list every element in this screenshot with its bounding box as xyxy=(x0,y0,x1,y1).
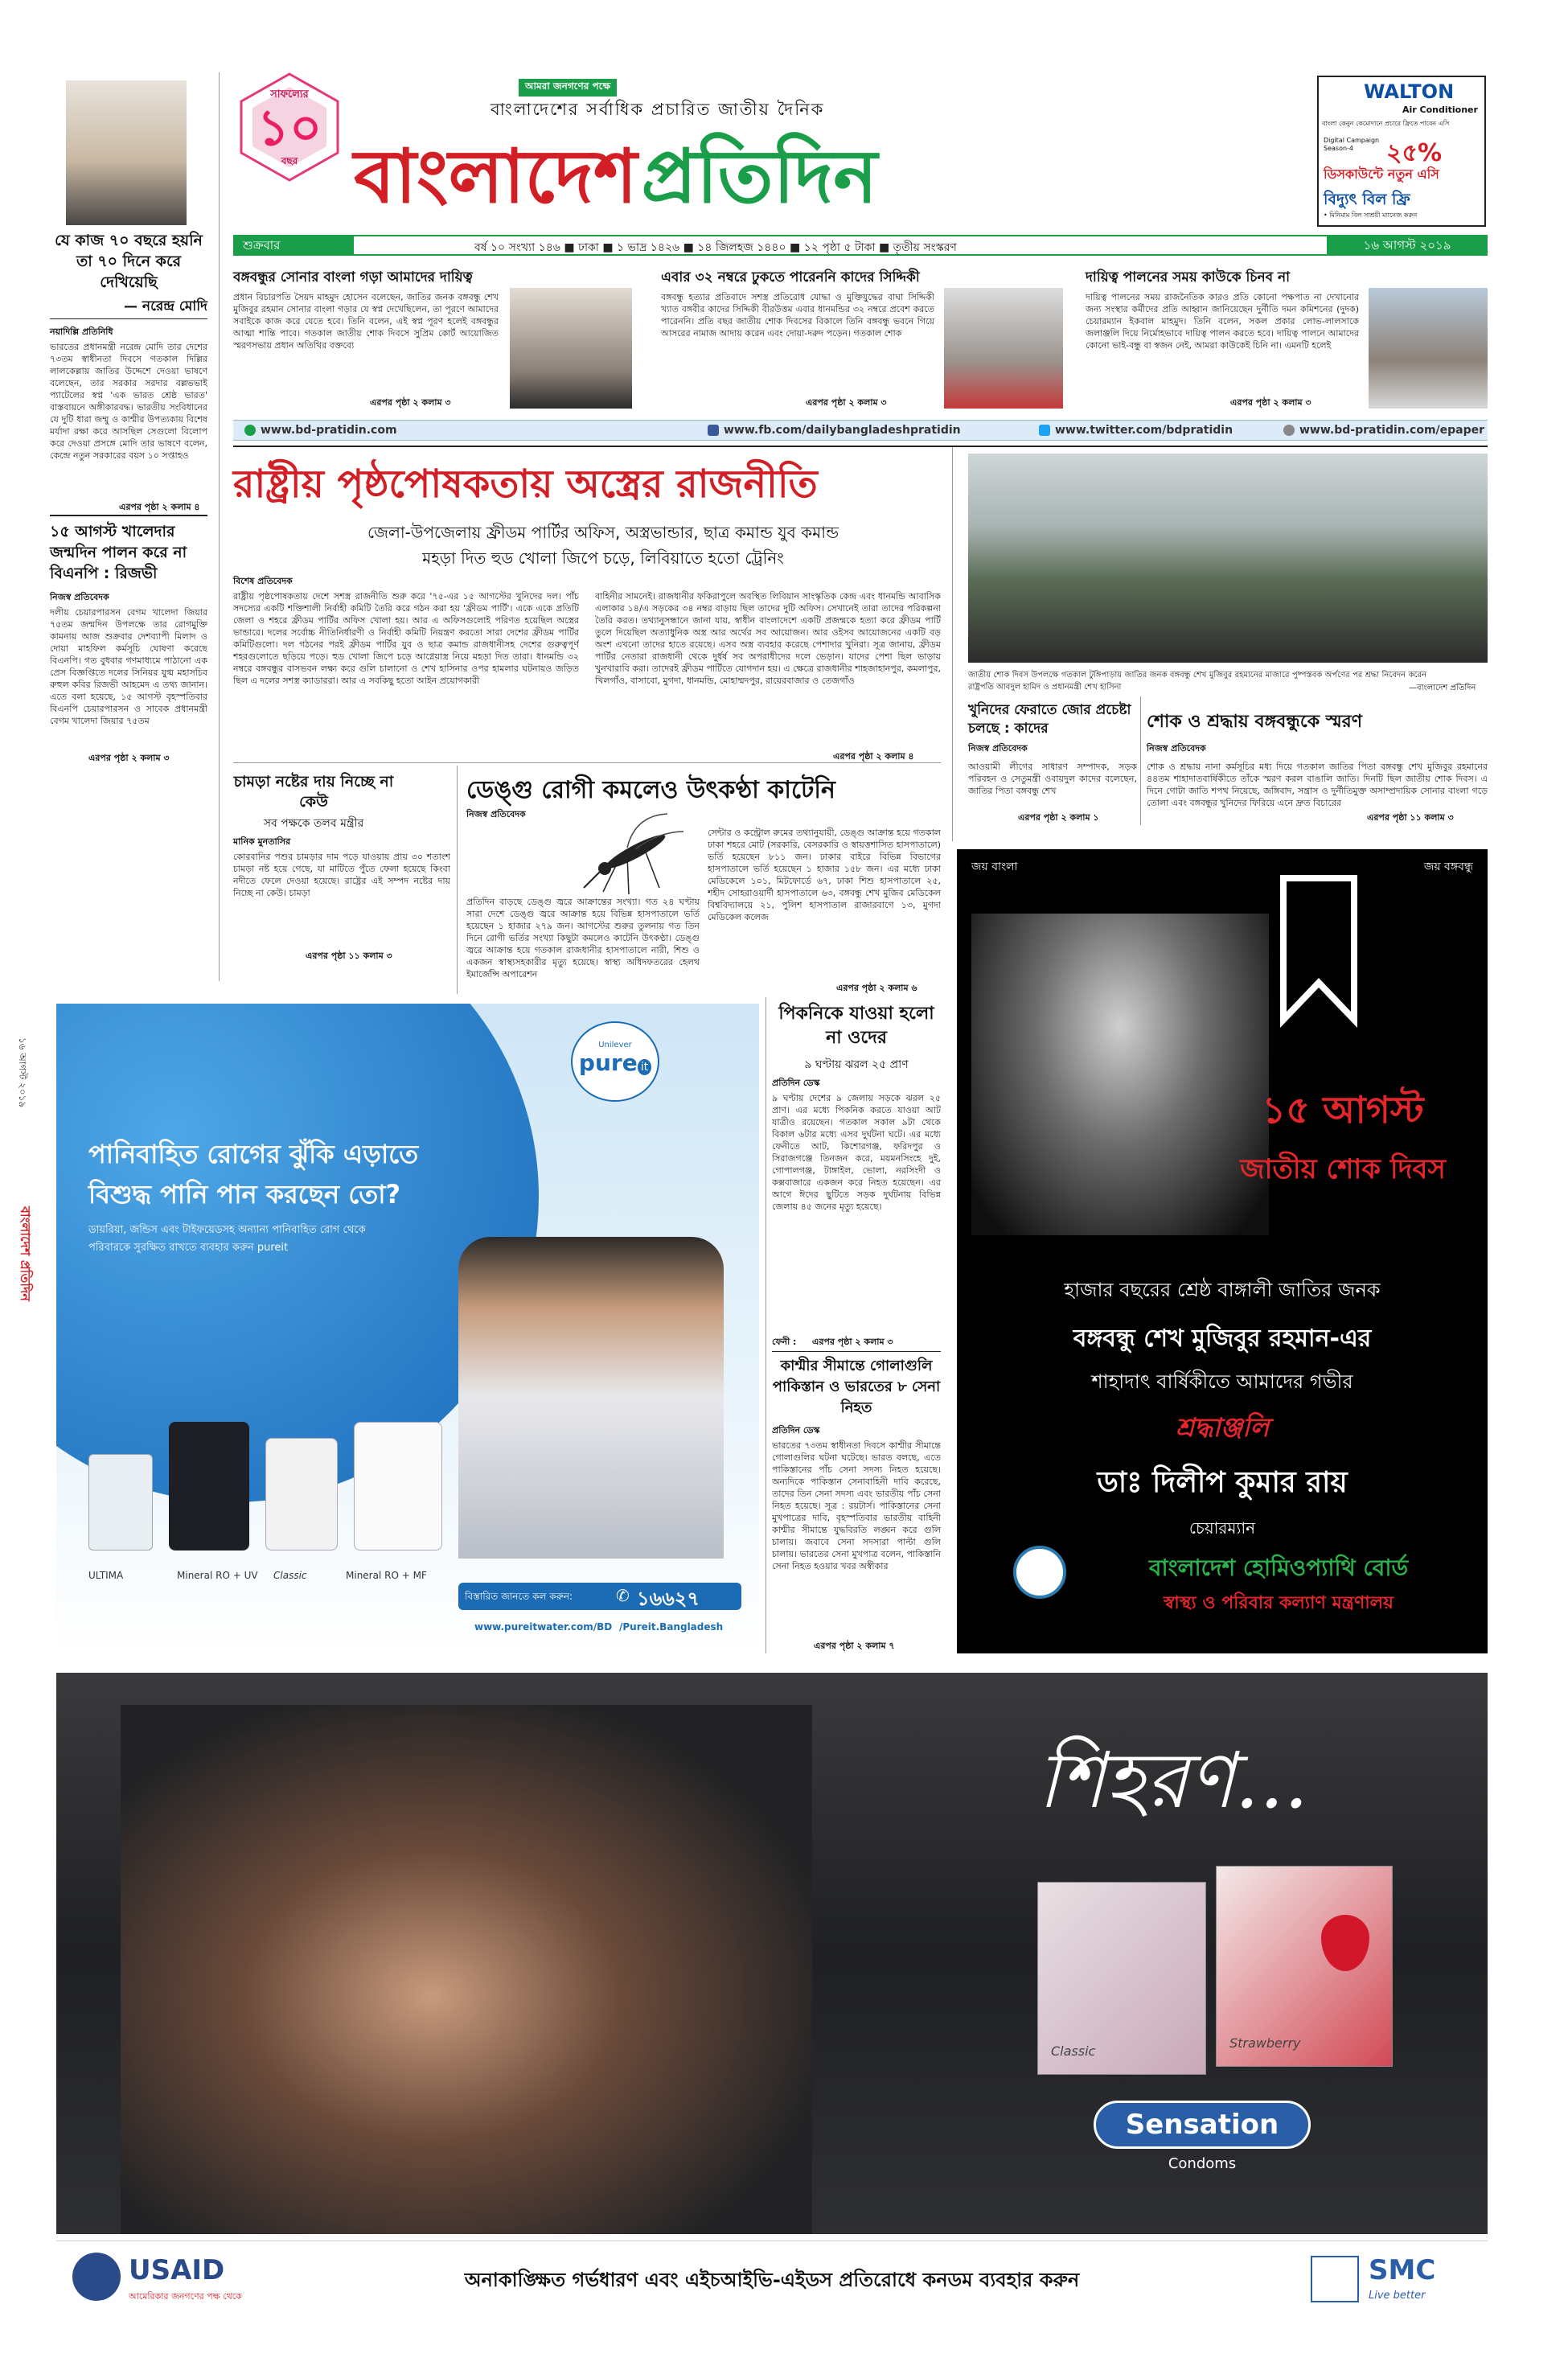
photo-credit: —বাংলাদেশ প্রতিদিন xyxy=(1409,684,1476,692)
mourning-day-title: জাতীয় শোক দিবস xyxy=(1240,1153,1446,1185)
couple-photo xyxy=(121,1705,812,2234)
top-story-3[interactable] xyxy=(1086,267,1488,412)
dengue-byline: নিজস্ব প্রতিবেদক xyxy=(466,809,526,819)
walton-product: Air Conditioner xyxy=(1402,105,1478,115)
kashmir-continued: এরপর পৃষ্ঠা ২ কলাম ৭ xyxy=(814,1641,895,1651)
top-story-3-headline: দায়িত্ব পালনের সময় কাউকে চিনব না xyxy=(1086,269,1291,285)
usaid-sub: আমেরিকার জনগণের পক্ষ থেকে xyxy=(129,2291,242,2302)
epaper-icon xyxy=(1283,425,1295,436)
phone-icon: ✆ xyxy=(616,1586,630,1605)
anniversary-bottom: বছর xyxy=(281,155,298,166)
dengue-body-col1: প্রতিদিন বাড়ছে ডেঙ্গু জ্বরে আক্রান্তের সংখ্যা। গত ২৪ ঘণ্টায় সারা দেশে ডেঙ্গু জ্বরে আক্রান্ত হয়ে বিভিন্ন হাসপাতালে ভর্তি হয়েছেন ১ হাজার ২৭৯ জন। আগস্টের শুরুর তুলনায় গত তিন দিনে রোগী ভর্তির সংখ্যা কিছুটা কমলেও কাটেনি উৎকণ্ঠা। ডেঙ্গু জ্বরে আক্রান্ত হয়ে গতকাল রাজধানীর হাসপাতালে নারী, শিশু ও একজন স্বাস্থ্যসহকারীর মৃত্যু হয়েছে। স্বাস্থ্য অধিদফতরের হেলথ ইমার্জেন্সি অপারেশন xyxy=(466,897,700,980)
top-story-1-body: প্রধান বিচারপতি সৈয়দ মাহমুদ হোসেন বলেছেন, জাতির জনক বঙ্গবন্ধু শেখ মুজিবুর রহমান সোনার বাংলা গড়ার যে স্বপ্ন দেখেছিলেন, তা পূরণে আমাদের সবাইকে কাজ করে যেতে হবে। তিনি বলেন, এই স্বপ্ন পূরণ হলেই বঙ্গবন্ধুর আত্মা শান্তি পাবে। গতকাল জাতীয় শোক দিবসে সুপ্রিম কোর্ট আয়োজিত স্মরণসভায় প্রধান অতিথির বক্তব্যে xyxy=(233,292,499,351)
sensation-footer xyxy=(56,2241,1488,2318)
top-story-3-continued: এরপর পৃষ্ঠা ২ কলাম ৩ xyxy=(1230,397,1311,408)
bnp-continued: এরপর পৃষ্ঠা ২ কলাম ৩ xyxy=(88,753,170,763)
top-story-2-body: বঙ্গবন্ধু হত্যার প্রতিবাদে সশস্ত্র প্রতিরোধ যোদ্ধা ও মুক্তিযুদ্ধের বাঘা সিদ্দিকী খ্যাত বঙ্গবীর কাদের সিদ্দিকী বীরউত্তম এবার ধানমন্ডির ৩২ নম্বরে প্রবেশ করতে পারেননি। প্রতি বছর জাতীয় শোক দিবসের বিকালে তিনি বঙ্গবন্ধু ভবনে গিয়ে আসরের নামাজ আদায় করেন এবং দোয়া-দরুদ পড়েন। গতকাল শোক xyxy=(661,292,934,339)
web-epaper[interactable]: www.bd-pratidin.com/epaper xyxy=(1283,424,1484,437)
web-site[interactable]: www.bd-pratidin.com xyxy=(244,424,397,437)
tungipara-photo xyxy=(968,454,1488,663)
top-story-2-headline: এবার ৩২ নম্বরে ঢুকতে পারেননি কাদের সিদ্দিকী xyxy=(661,269,920,285)
anniversary-num: ১০ xyxy=(257,98,322,157)
usaid-name: USAID xyxy=(129,2254,225,2286)
mourning-name: বঙ্গবন্ধু শেখ মুজিবুর রহমান-এর xyxy=(1073,1325,1372,1353)
pureit-brand: pure xyxy=(578,1049,638,1076)
walton-campaign: Digital Campaign Season-4 xyxy=(1324,137,1380,152)
top-story-2[interactable] xyxy=(661,267,1063,412)
pureit-headline-2: বিশুদ্ধ পানি পান করছেন তো? xyxy=(88,1179,401,1210)
top-story-1-headline: বঙ্গবন্ধুর সোনার বাংলা গড়া আমাদের দায়িত্ব xyxy=(233,269,473,285)
bnp-byline: নিজস্ব প্রতিবেদক xyxy=(50,592,109,602)
dateline-bar xyxy=(233,235,1488,256)
twitter-icon xyxy=(1039,425,1050,436)
iqbal-mahmud-photo xyxy=(1369,288,1488,409)
web-facebook[interactable]: www.fb.com/dailybangladeshpratidin xyxy=(708,424,961,437)
bnp-body: দলীয় চেয়ারপারসন বেগম খালেদা জিয়ার ৭৫তম জন্মদিন উপলক্ষে তার রোগমুক্তি কামনায় আজ শুক্রবার দেশব্যাপী মিলাদ ও দোয়া মাহফিল কর্মসূচি ঘোষণা করেছে বিএনপি। গত বুধবার গণমাধ্যমে পাঠানো এক প্রেস বিজ্ঞপ্তিতে দলের সিনিয়র যুগ্ম মহাসচিব রুহুল কবির রিজভী আহমেদ এ তথ্য জানান। এতে বলা হয়েছে, ১৫ আগস্ট বৃহস্পতিবার বিএনপি চেয়ারপারসন ও সাবেক প্রধানমন্ত্রী বেগম খালেদা জিয়ার ৭৫তম xyxy=(50,607,207,726)
picnic-subhead: ৯ ঘণ্টায় ঝরল ২৫ প্রাণ xyxy=(804,1058,909,1071)
pureit-brand-small: Unilever xyxy=(598,1041,632,1049)
strawberry-icon xyxy=(1321,1915,1369,1971)
mourning-ad-right-top: জয় বঙ্গবন্ধু xyxy=(1423,860,1473,873)
walton-brand: WALTON xyxy=(1364,80,1455,103)
quote-text: যে কাজ ৭০ বছরে হয়নি তা ৭০ দিনে করে দেখিয়েছি xyxy=(55,232,203,291)
mourning-ad-left-top: জয় বাংলা xyxy=(971,860,1018,873)
pureit-model-1: ULTIMA xyxy=(88,1570,124,1581)
walton-line3: • মিনিমাম বিল সাশ্রয়ী ম্যানেজ করুন xyxy=(1324,212,1418,219)
sensation-script-title: শিহরণ... xyxy=(1037,1735,1309,1826)
leather-subhead: সব পক্ষকে তলব মন্ত্রীর xyxy=(263,817,364,830)
top-story-1[interactable] xyxy=(233,267,635,412)
lead-subhead-2: মহড়া দিত হুড খোলা জিপে চড়ে, লিবিয়াতে হতো ট্রেনিং xyxy=(422,548,784,568)
walton-percent: ২৫% xyxy=(1386,139,1443,167)
lead-byline: বিশেষ প্রতিবেদক xyxy=(233,576,293,586)
killers-body: আওয়ামী লীগের সাধারণ সম্পাদক, সড়ক পরিবহন ও সেতুমন্ত্রী ওবায়দুল কাদের বলেছেন, জাতির পিতা বঙ্গবন্ধু শেখ xyxy=(968,762,1137,796)
purifier-products xyxy=(88,1406,458,1559)
chief-justice-photo xyxy=(510,288,632,409)
kader-siddique-photo xyxy=(944,288,1063,409)
pureit-logo xyxy=(571,1021,659,1102)
top-story-3-body: দায়িত্ব পালনের সময় রাজনৈতিক কারও প্রতি কোনো পক্ষপাত না দেখানোর জন্য সংস্থার কর্মীদের প্রতি আহ্বান জানিয়েছেন দুর্নীতি দমন কমিশনের (দুদক) চেয়ারম্যান ইকবাল মাহমুদ। তিনি বলেন, সকল প্রকার লোভ-লালসাকে জলাঞ্জলি দিয়ে নির্মোহভাবে দায়িত্ব পালন করতে হবে। দায়িত্ব পালনে আমাদের কোনো ভাই-বন্ধু বা স্বজন নেই, আমরা কাউকেই চিনি না। এমনটি হলেই xyxy=(1086,292,1359,351)
dateline-date: ১৬ আগস্ট ২০১৯ xyxy=(1327,236,1488,254)
picnic-body: ৯ ঘণ্টায় দেশের ৯ জেলায় সড়কে ঝরল ২৫ প্রাণ। এর মধ্যে পিকনিক করতে যাওয়া আট যাত্রীও রয়েছেন। গতকাল সকাল ৯টা থেকে বিকাল ৬টার মধ্যে এসব দুর্ঘটনা ঘটে। এর মধ্যে ফেনীতে আট, কিশোরগঞ্জ, ফরিদপুর ও সিরাজগঞ্জে তিনজন করে, ময়মনসিংহে দুই, গোপালগঞ্জ, টাঙ্গাইল, ভোলা, নরসিংদী ও কক্সবাজারে একজন করে নিহত হয়েছেন। এর আগে ঈদের ছুটিতে সড়ক দুর্ঘটনায় বিভিন্ন জেলায় ৪৫ জনের মৃত্যু হয়েছে। xyxy=(772,1093,941,1212)
sensation-product: Condoms xyxy=(1168,2155,1237,2172)
sensation-pack-classic xyxy=(1037,1882,1206,2075)
smc-logo xyxy=(1311,2256,1359,2302)
web-strip xyxy=(233,420,1488,441)
mourning-date-title: ১৫ আগস্ট xyxy=(1262,1088,1424,1132)
photo-caption: জাতীয় শোক দিবস উপলক্ষে গতকাল টুঙ্গিপাড়ায় জাতির জনক বঙ্গবন্ধু শেখ মুজিবুর রহমানের মাজারে পুষ্পস্তবক অর্পণের পর শ্রদ্ধা নিবেদন করেন রাষ্ট্রপতি আবদুল হামিদ ও প্রধানমন্ত্রী শেখ হাসিনা xyxy=(968,671,1426,692)
dengue-headline: ডেঙ্গু রোগী কমলেও উৎকণ্ঠা কাটেনি xyxy=(466,776,835,804)
pack-1-label: Classic xyxy=(1051,2043,1096,2059)
tagline: বাংলাদেশের সর্বাধিক প্রচারিত জাতীয় দৈনিক xyxy=(491,100,825,119)
usaid-logo xyxy=(72,2253,121,2301)
pureit-headline-1: পানিবাহিত রোগের ঝুঁকি এড়াতে xyxy=(88,1139,419,1169)
pureit-fb[interactable]: /Pureit.Bangladesh xyxy=(619,1621,724,1633)
pureit-ad[interactable] xyxy=(56,1004,759,1653)
kashmir-byline: প্রতিদিন ডেস্ক xyxy=(772,1425,820,1435)
leather-body: কোরবানির পশুর চামড়ার দাম পড়ে যাওয়ায় প্রায় ৩০ শতাংশ চামড়া নষ্ট হয়ে গেছে, যা মাটিতে পুঁতে ফেলা হয়েছে কিংবা নদীতে ফেলে দেওয়া হয়েছে। রাষ্ট্রের এই সম্পদ নষ্টের দায় নিচ্ছে না কেউ। চামড়া xyxy=(233,852,450,898)
pureit-web[interactable]: www.pureitwater.com/BD xyxy=(474,1621,613,1633)
pureit-model-3: Classic xyxy=(273,1570,307,1581)
kashmir-headline: কাশ্মীর সীমান্তে গোলাগুলি পাকিস্তান ও ভারতের ৮ সেনা নিহত xyxy=(772,1357,941,1416)
killers-continued: এরপর পৃষ্ঠা ২ কলাম ১ xyxy=(1018,812,1099,823)
anniversary-top: সাফল্যের xyxy=(270,88,309,101)
lead-body-col1: রাষ্ট্রীয় পৃষ্ঠপোষকতায় দেশে সশস্ত্র রাজনীতি শুরু করে '৭৫-এর ১৫ আগস্টের খুনিদের দল। পাঁচ সদস্যের একটি শক্তিশালী নির্বাহী কমিটি তৈরি করে গঠন করা হয় 'ফ্রীডম পার্টি'। একে একে প্রতিটি জেলা ও শহরে ফ্রীডম পার্টির অফিস খোলা হয়। আর এ অফিসগুলোই পরিণত হয়েছিল অস্ত্রের ভান্ডারে। দলের সর্বোচ্চ নীতিনির্ধারণী ও নির্বাহী কমিটি নিয়ন্ত্রণ করতো সারা দেশের ফ্রীডম পার্টির কমিটিগুলো। দল গঠনের পরই ফ্রীডম পার্টির যুব ও ছাত্র কমান্ড রাজধানীসহ দেশের গুরুত্বপূর্ণ শহরগুলোতে ছড়িয়ে পড়ে। হুড খোলা জিপে চড়ে আগ্নেয়াস্ত্র নিয়ে মহড়া দিত তারা। ধানমন্ডি ৩২ নম্বরে বঙ্গবন্ধুর বাসভবন লক্ষ্য করে গুলি চালানো ও শেখ হাসিনার ওপর হামলার ঘটনায়ও জড়িত ছিল এ দলের সশস্ত্র ক্যাডাররা। আর এ সবকিছু হতো আইন প্রয়োগকারী xyxy=(233,591,579,686)
picnic-headline: পিকনিকে যাওয়া হলো না ওদের xyxy=(778,1004,934,1048)
lead-body-col2: বাহিনীর সামনেই। রাজধানীর ফকিরাপুলে অবস্থিত লিবিয়ান সাংস্কৃতিক কেন্দ্র এবং ধানমন্ডি আবাসিক এলাকার ১৪/এ সড়কের ৩৪ নম্বর বাড়ায় ছিল তাদের দুটি অফিস। সেখানেই তারা তাদের পরিকল্পনা তৈরি করত। তথ্যানুসন্ধানে জানা যায়, স্বাধীন বাংলাদেশে একটি প্রজন্মকে হত্যা করে ফ্রীডম পার্টি তুলে দিয়েছিল অত্যাধুনিক অস্ত্র আর অর্থের সব আয়োজন। আর ওইসব আয়োজনের একটি বড় অংশ এখনো তাদের হাতে রয়েছে। এসব অস্ত্র ব্যবহার করেছে পেশাদার খুনিরা। সূত্র জানায়, ফ্রীডম পার্টির নেতারা রাজধানী থেকে দুর্ধর্ষ সব অপরাধীদের দলে ভেড়ান। যাদের পেশা ছিল ভাড়ায় খুনখারাবি করা। তাদেরই ফ্রীডম পার্টিতে যোগদান হয়। এ ক্ষেত্রে রাজধানীর শাহজাহানপুর, কমলাপুর, খিলগাঁও, বাসাবো, মুগদা, ধানমন্ডি, মোহাম্মদপুর, রায়েরবাজার ও তেজগাঁও xyxy=(595,591,941,686)
walton-bill: বিদ্যুৎ বিল ফ্রি xyxy=(1324,191,1410,208)
mourning-org: বাংলাদেশ হোমিওপ্যাথি বোর্ড xyxy=(1148,1555,1409,1581)
facebook-icon xyxy=(708,425,719,436)
quote-continued: এরপর পৃষ্ঠা ২ কলাম ৪ xyxy=(119,502,200,512)
smc-name: SMC xyxy=(1369,2254,1436,2286)
picnic-continued: এরপর পৃষ্ঠা ২ কলাম ৩ xyxy=(812,1337,893,1347)
mourning-ministry: স্বাস্থ্য ও পরিবার কল্যাণ মন্ত্রণালয় xyxy=(1164,1593,1394,1613)
mosquito-icon xyxy=(579,807,692,896)
pureit-cta-box[interactable] xyxy=(458,1583,741,1610)
lead-subhead-1: জেলা-উপজেলায় ফ্রীডম পার্টির অফিস, অস্ত্রভান্ডার, ছাত্র কমান্ড যুব কমান্ড xyxy=(367,523,839,542)
masthead-name-1: বাংলাদেশ xyxy=(354,133,638,220)
pureit-model-2: Mineral RO + UV xyxy=(177,1570,258,1581)
quote-dateline: নয়াদিল্লি প্রতিনিধি xyxy=(50,327,113,337)
father-son-photo xyxy=(458,1237,724,1559)
pureit-brand-it: it xyxy=(638,1059,651,1075)
leather-continued: এরপর পৃষ্ঠা ১১ কলাম ৩ xyxy=(306,951,392,961)
pureit-model-4: Mineral RO + MF xyxy=(346,1570,427,1581)
leather-headline: চামড়া নষ্টের দায় নিচ্ছে না কেউ xyxy=(233,773,394,811)
sensation-logo xyxy=(1094,2101,1311,2149)
killers-headline: খুনিদের ফেরাতে জোর প্রচেষ্টা চলছে : কাদের xyxy=(968,702,1131,737)
lead-continued: এরপর পৃষ্ঠা ২ কলাম ৪ xyxy=(833,751,914,762)
mourning-continued: এরপর পৃষ্ঠা ১১ কলাম ৩ xyxy=(1367,812,1454,823)
sensation-slogan: অনাকাঙ্ক্ষিত গর্ভধারণ এবং এইচআইভি-এইডস প্রতিরোধে কনডম ব্যবহার করুন xyxy=(464,2269,1080,2291)
globe-icon xyxy=(244,425,256,436)
side-date: ১৬ আগস্ট ২০১৯ xyxy=(17,1037,28,1108)
mourning-designation: চেয়ারম্যান xyxy=(1188,1518,1256,1538)
web-twitter[interactable]: www.twitter.com/bdpratidin xyxy=(1039,424,1233,437)
dateline-info: বর্ষ ১০ সংখ্যা ১৪৬ ■ ঢাকা ■ ১ ভাদ্র ১৪২৬ ■ ১৪ জিলহজ ১৪৪০ ■ ১২ পৃষ্ঠা ৫ টাকা ■ তৃতীয় সংস্করণ xyxy=(474,241,957,254)
kashmir-body: ভারতের ৭৩তম স্বাধীনতা দিবসে কাশ্মীর সীমান্তে গোলাগুলির ঘটনা ঘটেছে। ভারত বলছে, এতে পাকিস্তানের পাঁচ সেনা সদস্য নিহত হয়েছে। অন্যদিকে পাকিস্তান সেনাবাহিনী দাবি করেছে, তাদের তিন সেনা সদস্য এবং ভারতীয় পাঁচ সেনা নিহত হয়েছে। সূত্র : রয়টার্স। পাকিস্তানের সেনা মুখপাত্রের দাবি, বৃহস্পতিবার ভারতীয় বাহিনী কাশ্মীর সীমান্তে যুদ্ধবিরতি লঙ্ঘন করে গুলি চালায়। জবাবে সেনা সদস্যরা পাল্টা গুলি চালায়। ভারতের সেনা মুখপাত্র বলেন, পাকিস্তানি সেনা নিহত হওয়ার খবর অস্বীকার xyxy=(772,1440,941,1571)
mourning-ribbon xyxy=(1280,875,1357,1028)
mourning-tribute: শ্রদ্ধাঞ্জলি xyxy=(1175,1412,1270,1443)
tagline-top: আমরা জনগণের পক্ষে xyxy=(519,79,617,97)
picnic-byline: প্রতিদিন ডেস্ক xyxy=(772,1078,820,1088)
walton-ad[interactable] xyxy=(1317,76,1486,227)
mourning-person: ডাঃ দিলীপ কুমার রায় xyxy=(1097,1466,1348,1499)
smc-sub: Live better xyxy=(1369,2290,1426,2302)
mourning-ad[interactable] xyxy=(957,849,1488,1653)
dateline-day: শুক্রবার xyxy=(233,236,354,254)
masthead-name-2: প্রতিদিন xyxy=(641,133,878,220)
lead-headline: রাষ্ট্রীয় পৃষ্ঠপোষকতায় অস্ত্রের রাজনীতি xyxy=(233,462,818,507)
quote-body: ভারতের প্রধানমন্ত্রী নরেন্দ্র মোদি তার দেশের ৭৩তম স্বাধীনতা দিবসে গতকাল দিল্লির লালকেল্লায় জাতির উদ্দেশে দেওয়া ভাষণে বলেছেন, তার সরকার সরদার বল্লভভাই প্যাটেলের স্বপ্ন 'এক ভারত শ্রেষ্ঠ ভারত' বাস্তবায়নে অঙ্গীকারবদ্ধ। ভারতীয় সংবিধানের যে দুটি ধারা জম্মু ও কাশ্মীর উপত্যকায় বিশেষ মর্যাদা রক্ষা করে আসছিল সেগুলো বিলোপ করে দেওয়া প্রসঙ্গে মোদি তার ভাষণে বলেন, কেন্দ্রে নতুন সরকারের বয়স ১০ সপ্তাহও xyxy=(50,342,207,461)
walton-discount: ডিসকাউন্টে নতুন এসি xyxy=(1324,166,1439,182)
dengue-body-col2: সেন্টার ও কন্ট্রোল রুমের তথ্যানুযায়ী, ডেঙ্গু আক্রান্ত হয়ে গতকাল ঢাকা শহরে মোট (সরকারি, বেসরকারি ও স্বায়ত্তশাসিত হাসপাতালে) ভর্তি হয়েছেন ৮১১ জন। ঢাকার বাইরে বিভিন্ন বিভাগের হাসপাতালে ভর্তি হয়েছেন ১ হাজার ১৫৮ জন। এর মধ্যে ঢাকা মেডিকেলে ১০১, মিটফোর্ডে ৬৭, ঢাকা শিশু হাসপাতালে ২৫, শহীদ সোহরাওয়ার্দী হাসপাতালে ৬৩, বঙ্গবন্ধু শেখ মুজিব মেডিকেল বিশ্ববিদ্যালয়ে ২১, পুলিশ হাসপাতাল রাজারবাগে ১৩, মুগদা মেডিকেল কলেজ xyxy=(708,828,941,922)
modi-photo xyxy=(66,80,187,225)
mourning-line-1: হাজার বছরের শ্রেষ্ঠ বাঙ্গালী জাতির জনক xyxy=(1064,1279,1381,1301)
mourning-body: শোক ও শ্রদ্ধায় নানা কর্মসূচির মধ্য দিয়ে গতকাল জাতির পিতা বঙ্গবন্ধু শেখ মুজিবুর রহমানের ৪৪তম শাহাদাতবার্ষিকীতে তাঁকে স্মরণ করল বাঙালি জাতি। দিনটি ছিল জাতীয় শোক দিবস। এ দিনে গোটা জাতি শপথ নিয়েছে, জঙ্গিবাদ, সন্ত্রাস ও দুর্নীতিমুক্ত অসাম্প্রদায়িক সোনার বাংলা গড়ে তোলা এবং বঙ্গবন্ধুর খুনিদের ফিরিয়ে এনে দ্রুত বিচারের xyxy=(1147,762,1488,808)
leather-byline: মানিক মুনতাসির xyxy=(233,836,291,847)
killers-byline: নিজস্ব প্রতিবেদক xyxy=(968,743,1028,754)
picnic-tag: ফেনী : xyxy=(772,1337,797,1347)
mourning-byline: নিজস্ব প্রতিবেদক xyxy=(1147,743,1206,754)
walton-line1: বাংলা কেনুন কেমোদানে প্রচারে ফ্রিতে পাবেন এসি xyxy=(1322,120,1450,127)
quote-author: — নরেন্দ্র মোদি xyxy=(124,298,207,314)
pureit-hotline: ১৬৬২৭ xyxy=(637,1587,700,1610)
mourning-line-3: শাহাদাৎ বার্ষিকীতে আমাদের গভীর xyxy=(1091,1370,1353,1393)
pureit-cta: বিস্তারিত জানতে কল করুন: xyxy=(465,1591,573,1602)
dengue-continued: এরপর পৃষ্ঠা ২ কলাম ৬ xyxy=(836,983,917,993)
side-name: বাংলাদেশ প্রতিদিন xyxy=(18,1206,33,1301)
mourning-headline: শোক ও শ্রদ্ধায় বঙ্গবন্ধুকে স্মরণ xyxy=(1147,712,1363,732)
homeopathy-board-logo xyxy=(1013,1546,1066,1599)
sensation-brand: Sensation xyxy=(1125,2109,1279,2141)
pureit-sub-1: ডায়রিয়া, জন্ডিস এবং টাইফয়েডসহ অন্যান্য পানিবাহিত রোগ থেকে xyxy=(88,1224,366,1236)
pack-2-label: Strawberry xyxy=(1229,2035,1301,2051)
masthead-name xyxy=(354,119,1270,224)
sensation-ad[interactable] xyxy=(56,1673,1488,2234)
top-story-2-continued: এরপর পৃষ্ঠা ২ কলাম ৩ xyxy=(806,397,887,408)
sensation-pack-strawberry xyxy=(1216,1866,1393,2067)
pureit-sub-2: পরিবারকে সুরক্ষিত রাখতে ব্যবহার করুন pureit xyxy=(88,1242,289,1254)
anniversary-logo xyxy=(233,71,346,183)
bnp-headline: ১৫ আগস্ট খালেদার জন্মদিন পালন করে না বিএনপি : রিজভী xyxy=(50,523,187,582)
top-story-1-continued: এরপর পৃষ্ঠা ২ কলাম ৩ xyxy=(370,397,451,408)
